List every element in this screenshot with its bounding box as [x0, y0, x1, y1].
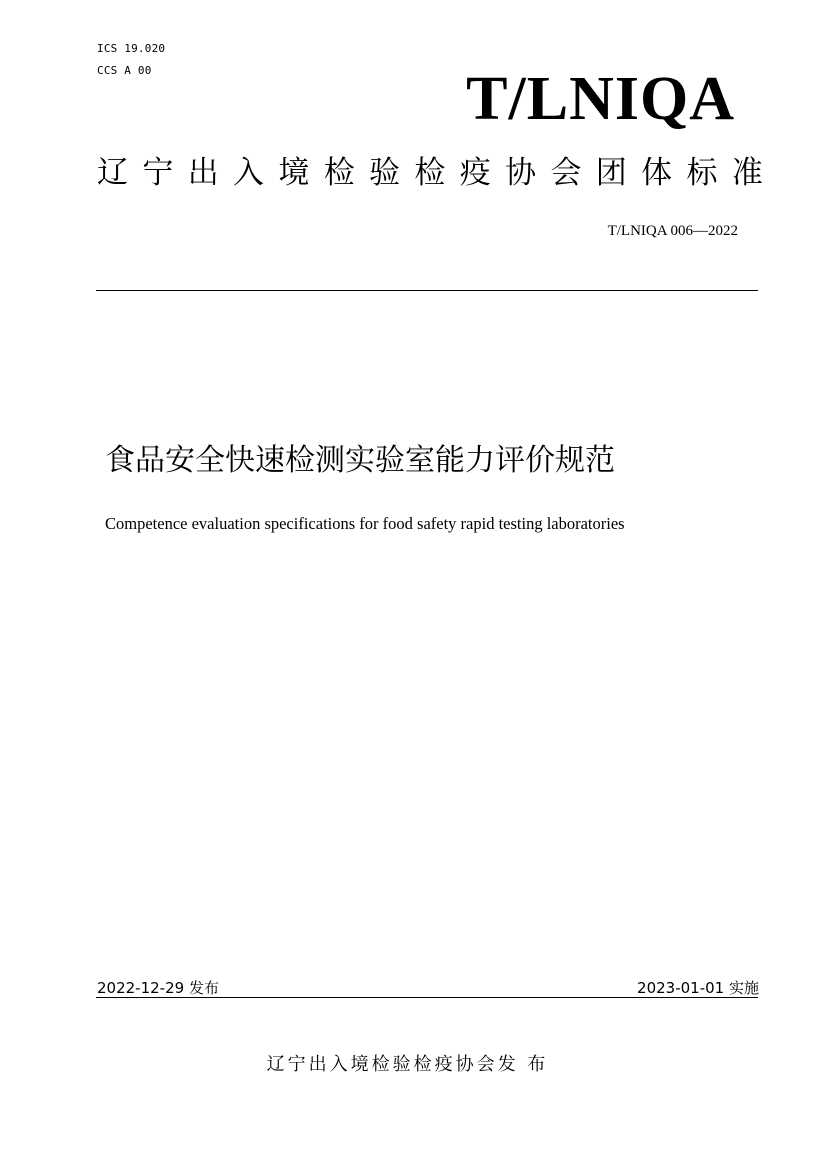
standard-brand-logo: T/LNIQA — [466, 65, 735, 133]
org-title-char: 标 — [686, 155, 718, 191]
org-title-char: 体 — [641, 155, 673, 191]
org-title-char: 境 — [278, 155, 310, 191]
org-title-char: 团 — [595, 155, 627, 191]
footer-divider — [96, 997, 758, 998]
org-title-char: 辽 — [97, 155, 128, 191]
org-title-char: 疫 — [459, 155, 491, 191]
ccs-code: CCS A 00 — [97, 64, 152, 77]
org-title-char: 检 — [414, 155, 446, 191]
document-title-chinese: 食品安全快速检测实验室能力评价规范 — [105, 443, 615, 478]
org-title-char: 出 — [187, 155, 219, 191]
implementation-date: 2023-01-01 实施 — [637, 979, 759, 997]
standard-number: T/LNIQA 006—2022 — [607, 223, 738, 239]
org-title-char: 准 — [731, 155, 763, 191]
document-title-english: Competence evaluation specifications for food safety rapid testing laboratories — [105, 514, 625, 533]
publisher-line: 辽宁出入境检验检疫协会发 布 — [266, 1054, 549, 1075]
org-title-char: 宁 — [142, 155, 174, 191]
header-divider — [96, 290, 758, 291]
organization-standard-title — [97, 155, 763, 191]
org-title-char: 会 — [550, 155, 582, 191]
ics-code: ICS 19.020 — [97, 42, 166, 55]
org-title-char: 验 — [369, 155, 401, 191]
org-title-char: 入 — [233, 155, 265, 191]
issue-date: 2022-12-29 发布 — [97, 979, 219, 997]
org-title-char: 检 — [323, 155, 355, 191]
org-title-char: 协 — [505, 155, 537, 191]
